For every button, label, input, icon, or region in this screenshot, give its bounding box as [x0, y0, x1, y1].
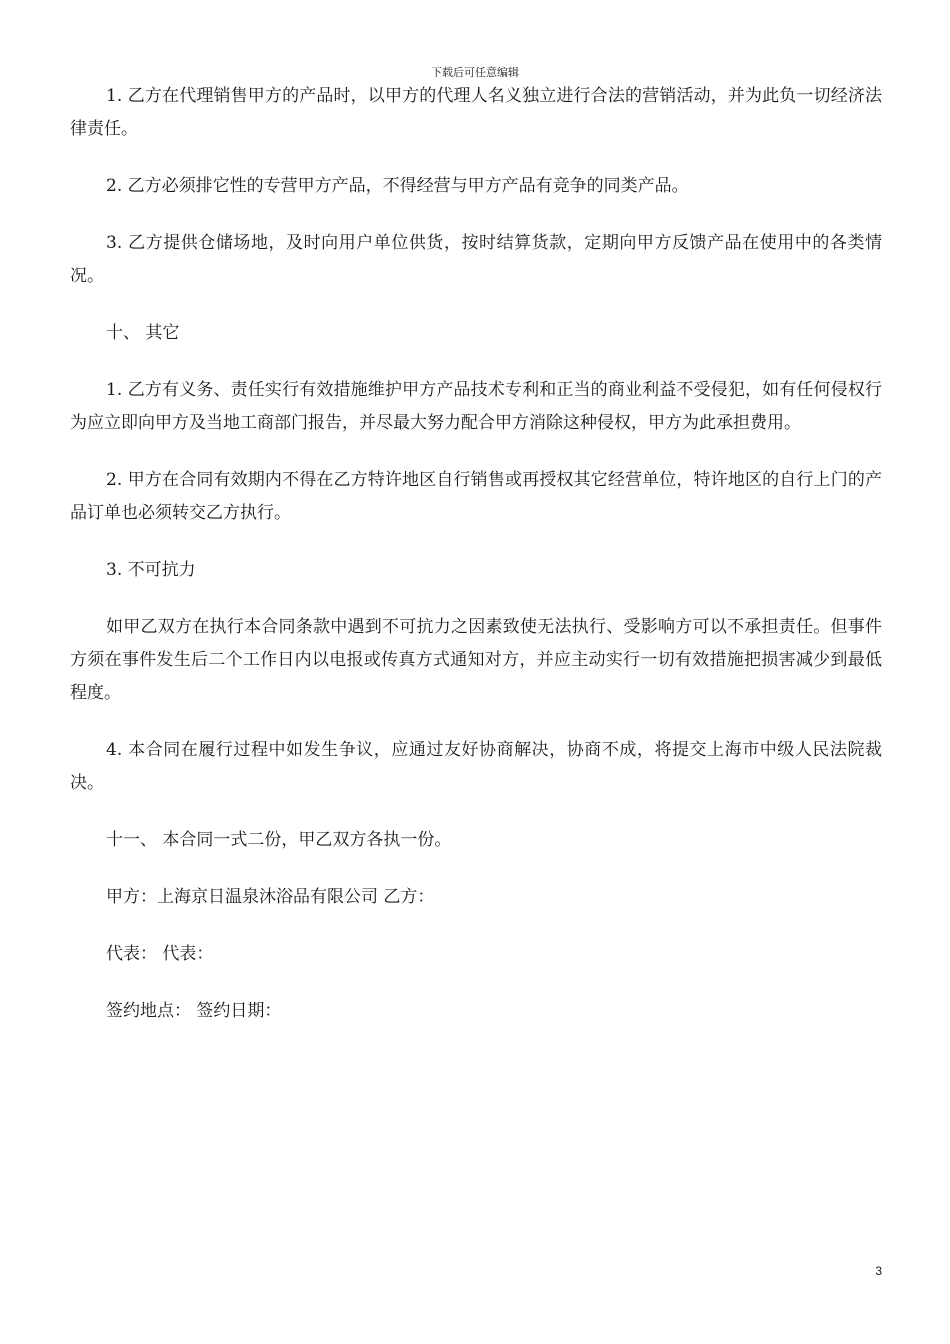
representative-line: 代表： 代表：: [106, 944, 214, 964]
document-body: [70, 80, 882, 1052]
force-majeure-text: 如甲乙双方在执行本合同条款中遇到不可抗力之因素致使无法执行、受影响方可以不承担责任。但事件方须在事件发生后二个工作日内以电报或传真方式通知对方，并应主动实行一切有效措施把损害减少到最低程度。: [70, 617, 882, 703]
section-10-heading: 十、 其它: [106, 323, 180, 343]
signing-line: 签约地点： 签约日期：: [106, 1001, 282, 1021]
clause-10-1: 1. 乙方有义务、责任实行有效措施维护甲方产品技术专利和正当的商业利益不受侵犯，如有任何侵权行为应立即向甲方及当地工商部门报告，并尽最大努力配合甲方消除这种侵权，甲方为此承担费用。: [70, 380, 882, 433]
party-line: 甲方：上海京日温泉沐浴品有限公司 乙方：: [106, 887, 435, 907]
clause-10-2: 2. 甲方在合同有效期内不得在乙方特许地区自行销售或再授权其它经营单位，特许地区的自行上门的产品订单也必须转交乙方执行。: [70, 470, 882, 523]
header-note: 下载后可任意编辑: [431, 66, 519, 79]
section-11: 十一、 本合同一式二份，甲乙双方各执一份。: [106, 830, 452, 850]
clause-9-2: 2. 乙方必须排它性的专营甲方产品，不得经营与甲方产品有竞争的同类产品。: [106, 176, 689, 196]
clause-10-4: 4. 本合同在履行过程中如发生争议，应通过友好协商解决，协商不成，将提交上海市中级人民法院裁决。: [70, 740, 882, 793]
clause-10-3-heading: 3. 不可抗力: [106, 560, 196, 580]
page-number: 3: [875, 1264, 882, 1278]
clause-9-3: 3. 乙方提供仓储场地，及时向用户单位供货，按时结算货款，定期向甲方反馈产品在使用中的各类情况。: [70, 233, 882, 286]
clause-9-1: 1. 乙方在代理销售甲方的产品时，以甲方的代理人名义独立进行合法的营销活动，并为此负一切经济法律责任。: [70, 86, 882, 139]
